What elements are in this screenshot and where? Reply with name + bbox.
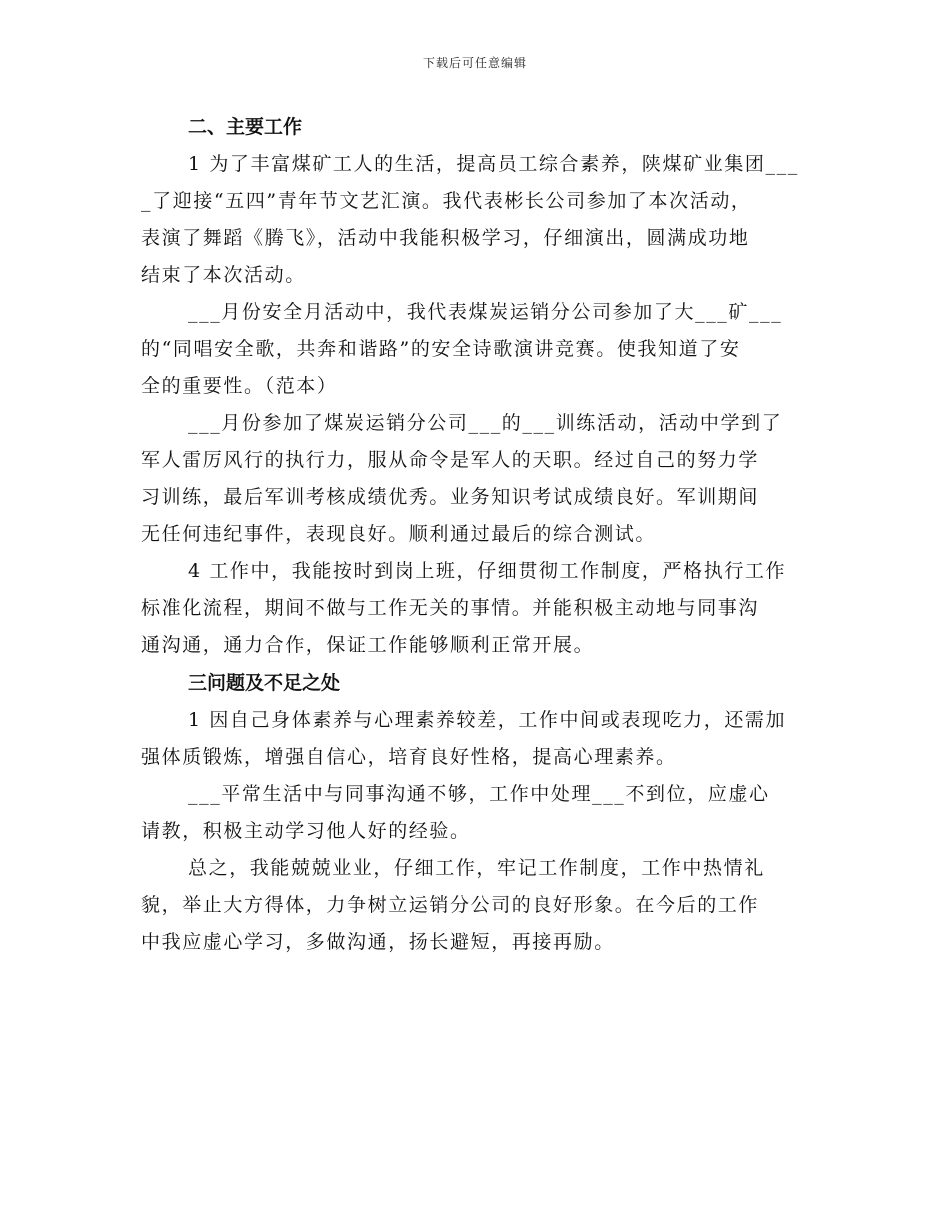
paragraph-line: 习训练，最后军训考核成绩优秀。业务知识考试成绩良好。军训期间 <box>141 486 760 508</box>
paragraph <box>141 776 813 850</box>
paragraph <box>141 146 813 294</box>
paragraph-line: 1 因自己身体素养与心理素养较差，工作中间或表现吃力，还需加 <box>188 709 787 731</box>
paragraph-line: ___平常生活中与同事沟通不够，工作中处理___不到位，应虚心 <box>188 783 770 805</box>
paragraph-line: 强体质锻炼，增强自信心，培育良好性格，提高心理素养。 <box>141 746 677 768</box>
paragraph-line: _了迎接“五四”青年节文艺汇演。我代表彬长公司参加了本次活动， <box>141 190 752 212</box>
paragraph-line: 标准化流程，期间不做与工作无关的事情。并能积极主动地与同事沟 <box>141 597 760 619</box>
paragraph-line: 貌，举止大方得体，力争树立运销分公司的良好形象。在今后的工作 <box>141 894 760 916</box>
paragraph <box>141 405 813 553</box>
section-heading-main-work: 二、主要工作 <box>188 116 303 138</box>
paragraph-line: 请教，积极主动学习他人好的经验。 <box>141 820 471 842</box>
page-header: 下载后可任意编辑 <box>422 56 527 70</box>
section-heading-problems: 三问题及不足之处 <box>188 672 341 694</box>
paragraph <box>141 294 813 405</box>
paragraph <box>141 850 813 961</box>
paragraph-line: 的“同唱安全歌，共奔和谐路”的安全诗歌演讲竞赛。使我知道了安 <box>141 338 741 360</box>
paragraph-line: 4 工作中，我能按时到岗上班，仔细贯彻工作制度，严格执行工作 <box>188 560 787 582</box>
paragraph-line: 军人雷厉风行的执行力，服从命令是军人的天职。经过自己的努力学 <box>141 449 760 471</box>
paragraph <box>141 702 813 776</box>
paragraph-line: 全的重要性。（范本） <box>141 375 338 397</box>
paragraph-line: 中我应虚心学习，多做沟通，扬长避短，再接再励。 <box>141 931 615 953</box>
paragraph <box>141 553 813 664</box>
paragraph-line: 总之，我能兢兢业业，仔细工作，牢记工作制度，工作中热情礼 <box>188 857 765 879</box>
paragraph-line: 通沟通，通力合作，保证工作能够顺利正常开展。 <box>141 634 595 656</box>
document-body <box>141 108 813 961</box>
paragraph-line: ___月份参加了煤炭运销分公司___的___训练活动，活动中学到了 <box>188 412 783 434</box>
paragraph-line: 无任何违纪事件，表现良好。顺利通过最后的综合测试。 <box>141 523 657 545</box>
paragraph-line: ___月份安全月活动中，我代表煤炭运销分公司参加了大___矿___ <box>188 301 783 323</box>
paragraph-line: 1 为了丰富煤矿工人的生活，提高员工综合素养，陕煤矿业集团___ <box>188 153 799 175</box>
paragraph-line: 结束了本次活动。 <box>141 264 306 286</box>
paragraph-line: 表演了舞蹈《腾飞》，活动中我能积极学习，仔细演出，圆满成功地 <box>141 227 750 249</box>
